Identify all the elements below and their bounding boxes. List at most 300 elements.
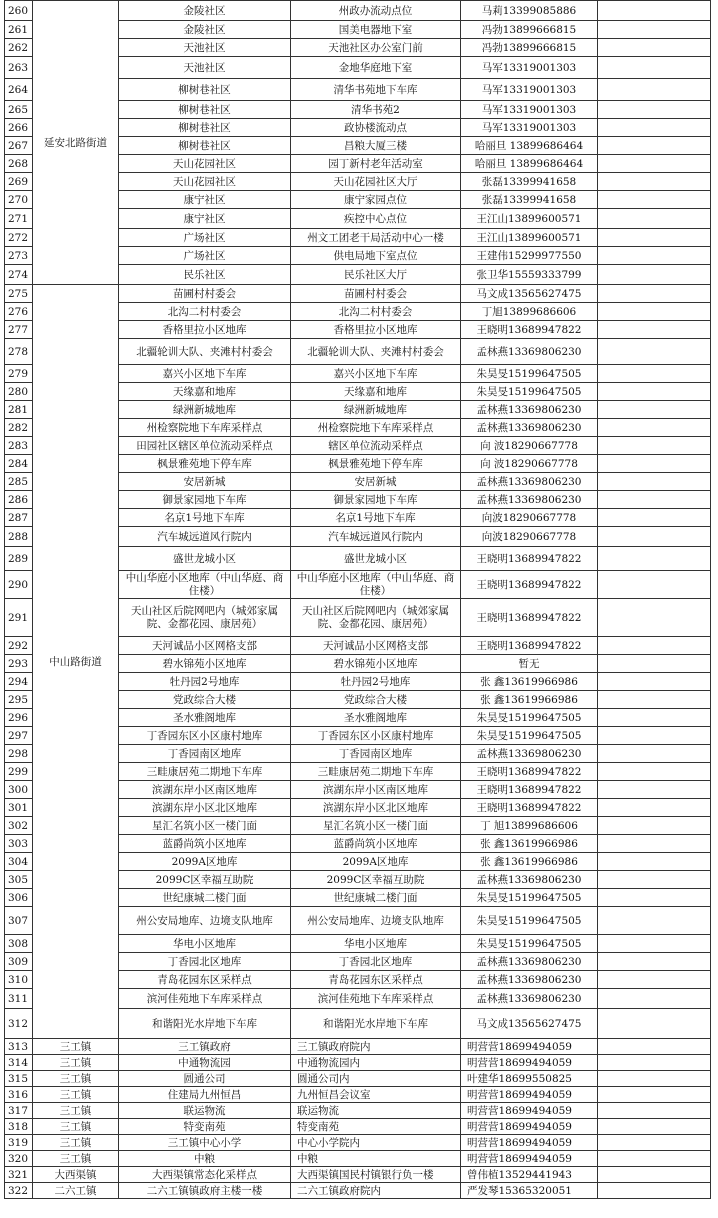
- community-cell: 民乐社区: [119, 265, 291, 285]
- blank-cell: [598, 1119, 711, 1135]
- contact-cell: 严发琴15365320051: [461, 1183, 598, 1199]
- community-cell: 天缘嘉和地库: [119, 383, 291, 401]
- contact-cell: 王江山13899600571: [461, 209, 598, 229]
- street-cell: 中山路街道: [33, 285, 119, 1039]
- contact-cell: 孟林燕13369806230: [461, 953, 598, 971]
- site-cell: 香格里拉小区地库: [291, 321, 461, 339]
- community-cell: 圆通公司: [119, 1071, 291, 1087]
- blank-cell: [598, 191, 711, 209]
- row-number: 260: [5, 1, 33, 21]
- row-number: 320: [5, 1151, 33, 1167]
- blank-cell: [598, 763, 711, 781]
- blank-cell: [598, 173, 711, 191]
- table-row: [5, 1151, 711, 1167]
- row-number: 278: [5, 339, 33, 365]
- blank-cell: [598, 247, 711, 265]
- community-cell: 住建局九州恒昌: [119, 1087, 291, 1103]
- blank-cell: [598, 527, 711, 547]
- community-cell: 金陵社区: [119, 1, 291, 21]
- community-cell: 滨湖东岸小区北区地库: [119, 799, 291, 817]
- contact-cell: 孟林燕13369806230: [461, 871, 598, 889]
- community-cell: 碧水锦苑小区地库: [119, 655, 291, 673]
- blank-cell: [598, 655, 711, 673]
- row-number: 307: [5, 907, 33, 935]
- community-cell: 大西渠镇常态化采样点: [119, 1167, 291, 1183]
- blank-cell: [598, 599, 711, 637]
- blank-cell: [598, 953, 711, 971]
- blank-cell: [598, 835, 711, 853]
- community-cell: 特变南苑: [119, 1119, 291, 1135]
- site-cell: 康宁家园点位: [291, 191, 461, 209]
- blank-cell: [598, 817, 711, 835]
- site-cell: 牡丹园2号地库: [291, 673, 461, 691]
- blank-cell: [598, 989, 711, 1009]
- contact-cell: 孟林燕13369806230: [461, 745, 598, 763]
- site-cell: 青岛花园东区采样点: [291, 971, 461, 989]
- site-cell: 疾控中心点位: [291, 209, 461, 229]
- blank-cell: [598, 907, 711, 935]
- blank-cell: [598, 285, 711, 303]
- contact-cell: 张 鑫13619966986: [461, 691, 598, 709]
- row-number: 265: [5, 101, 33, 119]
- blank-cell: [598, 79, 711, 101]
- community-cell: 广场社区: [119, 229, 291, 247]
- site-cell: 丁香园南区地库: [291, 745, 461, 763]
- blank-cell: [598, 889, 711, 907]
- blank-cell: [598, 571, 711, 599]
- community-cell: 天山花园社区: [119, 173, 291, 191]
- site-cell: 北疆轮训大队、夹滩村村委会: [291, 339, 461, 365]
- street-cell: 三工镇: [33, 1135, 119, 1151]
- contact-cell: 明营营18699494059: [461, 1055, 598, 1071]
- site-cell: 蓝爵尚筑小区地库: [291, 835, 461, 853]
- row-number: 273: [5, 247, 33, 265]
- community-cell: 滨河佳苑地下车库采样点: [119, 989, 291, 1009]
- community-cell: 柳树巷社区: [119, 137, 291, 155]
- blank-cell: [598, 1135, 711, 1151]
- community-cell: 二六工镇镇政府主楼一楼: [119, 1183, 291, 1199]
- site-cell: 2099A区地库: [291, 853, 461, 871]
- community-cell: 星汇名筑小区一楼门面: [119, 817, 291, 835]
- site-cell: 昌粮大厦三楼: [291, 137, 461, 155]
- site-cell: 滨湖东岸小区北区地库: [291, 799, 461, 817]
- site-cell: 党政综合大楼: [291, 691, 461, 709]
- blank-cell: [598, 1009, 711, 1039]
- row-number: 293: [5, 655, 33, 673]
- site-cell: 天河诚品小区网格支部: [291, 637, 461, 655]
- blank-cell: [598, 971, 711, 989]
- row-number: 281: [5, 401, 33, 419]
- site-cell: 园丁新村老年活动室: [291, 155, 461, 173]
- street-cell: 三工镇: [33, 1151, 119, 1167]
- blank-cell: [598, 1, 711, 21]
- contact-cell: 张 鑫13619966986: [461, 673, 598, 691]
- street-cell: 三工镇: [33, 1119, 119, 1135]
- row-number: 275: [5, 285, 33, 303]
- row-number: 295: [5, 691, 33, 709]
- community-cell: 名京1号地下车库: [119, 509, 291, 527]
- contact-cell: 向 波18290667778: [461, 455, 598, 473]
- site-cell: 中心小学院内: [291, 1135, 461, 1151]
- row-number: 312: [5, 1009, 33, 1039]
- contact-cell: 孟林燕13369806230: [461, 473, 598, 491]
- community-cell: 2099C区幸福互助院: [119, 871, 291, 889]
- community-cell: 枫景雅苑地下停车库: [119, 455, 291, 473]
- row-number: 272: [5, 229, 33, 247]
- blank-cell: [598, 1087, 711, 1103]
- blank-cell: [598, 39, 711, 57]
- blank-cell: [598, 1039, 711, 1055]
- row-number: 288: [5, 527, 33, 547]
- row-number: 270: [5, 191, 33, 209]
- table-row: [5, 1135, 711, 1151]
- community-cell: 滨湖东岸小区南区地库: [119, 781, 291, 799]
- blank-cell: [598, 419, 711, 437]
- blank-cell: [598, 509, 711, 527]
- site-cell: 天山社区后院网吧内（城郊家属院、金都花园、康居苑）: [291, 599, 461, 637]
- contact-cell: 朱昊旻15199647505: [461, 889, 598, 907]
- table-row: [5, 1119, 711, 1135]
- contact-cell: 向波18290667778: [461, 527, 598, 547]
- row-number: 294: [5, 673, 33, 691]
- street-cell: 大西渠镇: [33, 1167, 119, 1183]
- contact-cell: 哈丽旦 13899686464: [461, 155, 598, 173]
- site-cell: 绿洲新城地库: [291, 401, 461, 419]
- community-cell: 2099A区地库: [119, 853, 291, 871]
- contact-cell: 朱昊旻15199647505: [461, 365, 598, 383]
- contact-cell: 王晓明13689947822: [461, 637, 598, 655]
- site-cell: 中通物流园内: [291, 1055, 461, 1071]
- community-cell: 北沟二村村委会: [119, 303, 291, 321]
- blank-cell: [598, 1183, 711, 1199]
- blank-cell: [598, 137, 711, 155]
- community-cell: 康宁社区: [119, 209, 291, 229]
- contact-cell: 王晓明13689947822: [461, 763, 598, 781]
- contact-cell: 明营营18699494059: [461, 1039, 598, 1055]
- row-number: 297: [5, 727, 33, 745]
- row-number: 315: [5, 1071, 33, 1087]
- site-cell: 中粮: [291, 1151, 461, 1167]
- community-cell: 香格里拉小区地库: [119, 321, 291, 339]
- contact-cell: 马军13319001303: [461, 79, 598, 101]
- contact-cell: 朱昊旻15199647505: [461, 907, 598, 935]
- site-cell: 中山华庭小区地库（中山华庭、商住楼）: [291, 571, 461, 599]
- row-number: 271: [5, 209, 33, 229]
- contact-cell: 马军13319001303: [461, 119, 598, 137]
- community-cell: 田园社区辖区单位流动采样点: [119, 437, 291, 455]
- blank-cell: [598, 691, 711, 709]
- site-cell: 州文工团老干局活动中心一楼: [291, 229, 461, 247]
- site-cell: 金地华庭地下室: [291, 57, 461, 79]
- blank-cell: [598, 1071, 711, 1087]
- street-cell: 延安北路街道: [33, 1, 119, 285]
- blank-cell: [598, 491, 711, 509]
- row-number: 286: [5, 491, 33, 509]
- street-cell: 三工镇: [33, 1103, 119, 1119]
- contact-cell: 张卫华15559333799: [461, 265, 598, 285]
- contact-cell: 明营营18699494059: [461, 1135, 598, 1151]
- contact-cell: 王晓明13689947822: [461, 781, 598, 799]
- site-cell: 州政办流动点位: [291, 1, 461, 21]
- blank-cell: [598, 119, 711, 137]
- row-number: 308: [5, 935, 33, 953]
- community-cell: 中山华庭小区地库（中山华庭、商住楼）: [119, 571, 291, 599]
- row-number: 266: [5, 119, 33, 137]
- blank-cell: [598, 265, 711, 285]
- community-cell: 盛世龙城小区: [119, 547, 291, 571]
- community-cell: 州检察院地下车库采样点: [119, 419, 291, 437]
- community-cell: 柳树巷社区: [119, 119, 291, 137]
- row-number: 309: [5, 953, 33, 971]
- site-cell: 丁香园东区小区康村地库: [291, 727, 461, 745]
- community-cell: 御景家园地下车库: [119, 491, 291, 509]
- community-cell: 丁香园东区小区康村地库: [119, 727, 291, 745]
- blank-cell: [598, 455, 711, 473]
- row-number: 287: [5, 509, 33, 527]
- site-cell: 华电小区地库: [291, 935, 461, 953]
- contact-cell: 冯勃13899666815: [461, 39, 598, 57]
- row-number: 298: [5, 745, 33, 763]
- community-cell: 中通物流园: [119, 1055, 291, 1071]
- site-cell: 供电局地下室点位: [291, 247, 461, 265]
- community-cell: 蓝爵尚筑小区地库: [119, 835, 291, 853]
- row-number: 317: [5, 1103, 33, 1119]
- row-number: 276: [5, 303, 33, 321]
- table-row: [5, 1055, 711, 1071]
- site-cell: 和谐阳光水岸地下车库: [291, 1009, 461, 1039]
- contact-cell: 朱昊旻15199647505: [461, 709, 598, 727]
- row-number: 268: [5, 155, 33, 173]
- row-number: 289: [5, 547, 33, 571]
- community-cell: 绿洲新城地库: [119, 401, 291, 419]
- row-number: 316: [5, 1087, 33, 1103]
- blank-cell: [598, 339, 711, 365]
- row-number: 321: [5, 1167, 33, 1183]
- site-cell: 天池社区办公室门前: [291, 39, 461, 57]
- site-cell: 三工镇政府院内: [291, 1039, 461, 1055]
- row-number: 318: [5, 1119, 33, 1135]
- community-cell: 嘉兴小区地下车库: [119, 365, 291, 383]
- community-cell: 丁香园北区地库: [119, 953, 291, 971]
- site-cell: 盛世龙城小区: [291, 547, 461, 571]
- site-cell: 碧水锦苑小区地库: [291, 655, 461, 673]
- site-cell: 大西渠镇国民村镇银行负一楼: [291, 1167, 461, 1183]
- contact-cell: 丁 旭13899686606: [461, 817, 598, 835]
- row-number: 269: [5, 173, 33, 191]
- contact-cell: 叶建华18699550825: [461, 1071, 598, 1087]
- contact-cell: 马军13319001303: [461, 101, 598, 119]
- row-number: 290: [5, 571, 33, 599]
- site-cell: 政协楼流动点: [291, 119, 461, 137]
- testing-site-table: [4, 0, 711, 1199]
- site-cell: 天山花园社区大厅: [291, 173, 461, 191]
- contact-cell: 冯勃13899666815: [461, 21, 598, 39]
- row-number: 261: [5, 21, 33, 39]
- community-cell: 康宁社区: [119, 191, 291, 209]
- row-number: 262: [5, 39, 33, 57]
- contact-cell: 向 波18290667778: [461, 437, 598, 455]
- blank-cell: [598, 303, 711, 321]
- street-cell: 三工镇: [33, 1039, 119, 1055]
- contact-cell: 孟林燕13369806230: [461, 401, 598, 419]
- row-number: 305: [5, 871, 33, 889]
- contact-cell: 孟林燕13369806230: [461, 419, 598, 437]
- row-number: 296: [5, 709, 33, 727]
- blank-cell: [598, 637, 711, 655]
- table-row: [5, 285, 711, 303]
- contact-cell: 王建伟15299977550: [461, 247, 598, 265]
- site-cell: 安居新城: [291, 473, 461, 491]
- contact-cell: 马文成13565627475: [461, 285, 598, 303]
- contact-cell: 哈丽旦 13899686464: [461, 137, 598, 155]
- site-cell: 滨河佳苑地下车库采样点: [291, 989, 461, 1009]
- contact-cell: 孟林燕13369806230: [461, 491, 598, 509]
- site-cell: 天缘嘉和地库: [291, 383, 461, 401]
- site-cell: 枫景雅苑地下停车库: [291, 455, 461, 473]
- blank-cell: [598, 229, 711, 247]
- community-cell: 中粮: [119, 1151, 291, 1167]
- row-number: 274: [5, 265, 33, 285]
- row-number: 280: [5, 383, 33, 401]
- blank-cell: [598, 321, 711, 339]
- community-cell: 三工镇政府: [119, 1039, 291, 1055]
- row-number: 313: [5, 1039, 33, 1055]
- community-cell: 党政综合大楼: [119, 691, 291, 709]
- row-number: 279: [5, 365, 33, 383]
- row-number: 291: [5, 599, 33, 637]
- site-cell: 辖区单位流动采样点: [291, 437, 461, 455]
- site-cell: 圣水雅阁地库: [291, 709, 461, 727]
- site-cell: 州公安局地库、边境支队地库: [291, 907, 461, 935]
- table-body: [5, 1, 711, 1199]
- row-number: 311: [5, 989, 33, 1009]
- table-row: [5, 1183, 711, 1199]
- contact-cell: 王晓明13689947822: [461, 547, 598, 571]
- row-number: 264: [5, 79, 33, 101]
- row-number: 302: [5, 817, 33, 835]
- contact-cell: 王晓明13689947822: [461, 599, 598, 637]
- site-cell: 特变南苑: [291, 1119, 461, 1135]
- site-cell: 圆通公司内: [291, 1071, 461, 1087]
- blank-cell: [598, 57, 711, 79]
- contact-cell: 孟林燕13369806230: [461, 989, 598, 1009]
- row-number: 319: [5, 1135, 33, 1151]
- community-cell: 天山社区后院网吧内（城郊家属院、金都花园、康居苑）: [119, 599, 291, 637]
- row-number: 283: [5, 437, 33, 455]
- table-row: [5, 1087, 711, 1103]
- table-row: [5, 1071, 711, 1087]
- table-row: [5, 1167, 711, 1183]
- row-number: 300: [5, 781, 33, 799]
- site-cell: 三畦康居苑二期地下车库: [291, 763, 461, 781]
- contact-cell: 马军13319001303: [461, 57, 598, 79]
- blank-cell: [598, 745, 711, 763]
- row-number: 306: [5, 889, 33, 907]
- row-number: 292: [5, 637, 33, 655]
- row-number: 314: [5, 1055, 33, 1071]
- contact-cell: 曾伟植13529441943: [461, 1167, 598, 1183]
- contact-cell: 张 鑫13619966986: [461, 835, 598, 853]
- row-number: 285: [5, 473, 33, 491]
- row-number: 299: [5, 763, 33, 781]
- row-number: 304: [5, 853, 33, 871]
- blank-cell: [598, 547, 711, 571]
- table-row: [5, 1103, 711, 1119]
- site-cell: 名京1号地下车库: [291, 509, 461, 527]
- table-row: [5, 1, 711, 21]
- blank-cell: [598, 853, 711, 871]
- community-cell: 柳树巷社区: [119, 79, 291, 101]
- street-cell: 三工镇: [33, 1087, 119, 1103]
- community-cell: 联运物流: [119, 1103, 291, 1119]
- row-number: 284: [5, 455, 33, 473]
- contact-cell: 王晓明13689947822: [461, 799, 598, 817]
- blank-cell: [598, 935, 711, 953]
- community-cell: 安居新城: [119, 473, 291, 491]
- community-cell: 苗圃村村委会: [119, 285, 291, 303]
- street-cell: 三工镇: [33, 1055, 119, 1071]
- blank-cell: [598, 673, 711, 691]
- row-number: 303: [5, 835, 33, 853]
- row-number: 263: [5, 57, 33, 79]
- contact-cell: 朱昊旻15199647505: [461, 383, 598, 401]
- blank-cell: [598, 101, 711, 119]
- site-cell: 清华书苑地下车库: [291, 79, 461, 101]
- community-cell: 青岛花园东区采样点: [119, 971, 291, 989]
- contact-cell: 孟林燕13369806230: [461, 339, 598, 365]
- site-cell: 国美电器地下室: [291, 21, 461, 39]
- contact-cell: 朱昊旻15199647505: [461, 727, 598, 745]
- blank-cell: [598, 799, 711, 817]
- blank-cell: [598, 21, 711, 39]
- community-cell: 华电小区地库: [119, 935, 291, 953]
- contact-cell: 向波18290667778: [461, 509, 598, 527]
- community-cell: 世纪康城二楼门面: [119, 889, 291, 907]
- site-cell: 二六工镇政府院内: [291, 1183, 461, 1199]
- community-cell: 天河诚品小区网格支部: [119, 637, 291, 655]
- contact-cell: 张 鑫13619966986: [461, 853, 598, 871]
- community-cell: 牡丹园2号地库: [119, 673, 291, 691]
- blank-cell: [598, 473, 711, 491]
- community-cell: 柳树巷社区: [119, 101, 291, 119]
- community-cell: 三畦康居苑二期地下车库: [119, 763, 291, 781]
- contact-cell: 丁旭13899686606: [461, 303, 598, 321]
- community-cell: 北疆轮训大队、夹滩村村委会: [119, 339, 291, 365]
- blank-cell: [598, 781, 711, 799]
- site-cell: 苗圃村村委会: [291, 285, 461, 303]
- contact-cell: 明营营18699494059: [461, 1151, 598, 1167]
- blank-cell: [598, 871, 711, 889]
- community-cell: 三工镇中心小学: [119, 1135, 291, 1151]
- community-cell: 和谐阳光水岸地下车库: [119, 1009, 291, 1039]
- contact-cell: 暂无: [461, 655, 598, 673]
- contact-cell: 王晓明13689947822: [461, 321, 598, 339]
- site-cell: 九州恒昌会议室: [291, 1087, 461, 1103]
- community-cell: 丁香园南区地库: [119, 745, 291, 763]
- community-cell: 天山花园社区: [119, 155, 291, 173]
- site-cell: 民乐社区大厅: [291, 265, 461, 285]
- contact-cell: 张磊13399941658: [461, 191, 598, 209]
- blank-cell: [598, 155, 711, 173]
- site-cell: 清华书苑2: [291, 101, 461, 119]
- contact-cell: 明营营18699494059: [461, 1119, 598, 1135]
- contact-cell: 张磊13399941658: [461, 173, 598, 191]
- blank-cell: [598, 209, 711, 229]
- row-number: 267: [5, 137, 33, 155]
- community-cell: 圣水雅阁地库: [119, 709, 291, 727]
- blank-cell: [598, 401, 711, 419]
- blank-cell: [598, 1167, 711, 1183]
